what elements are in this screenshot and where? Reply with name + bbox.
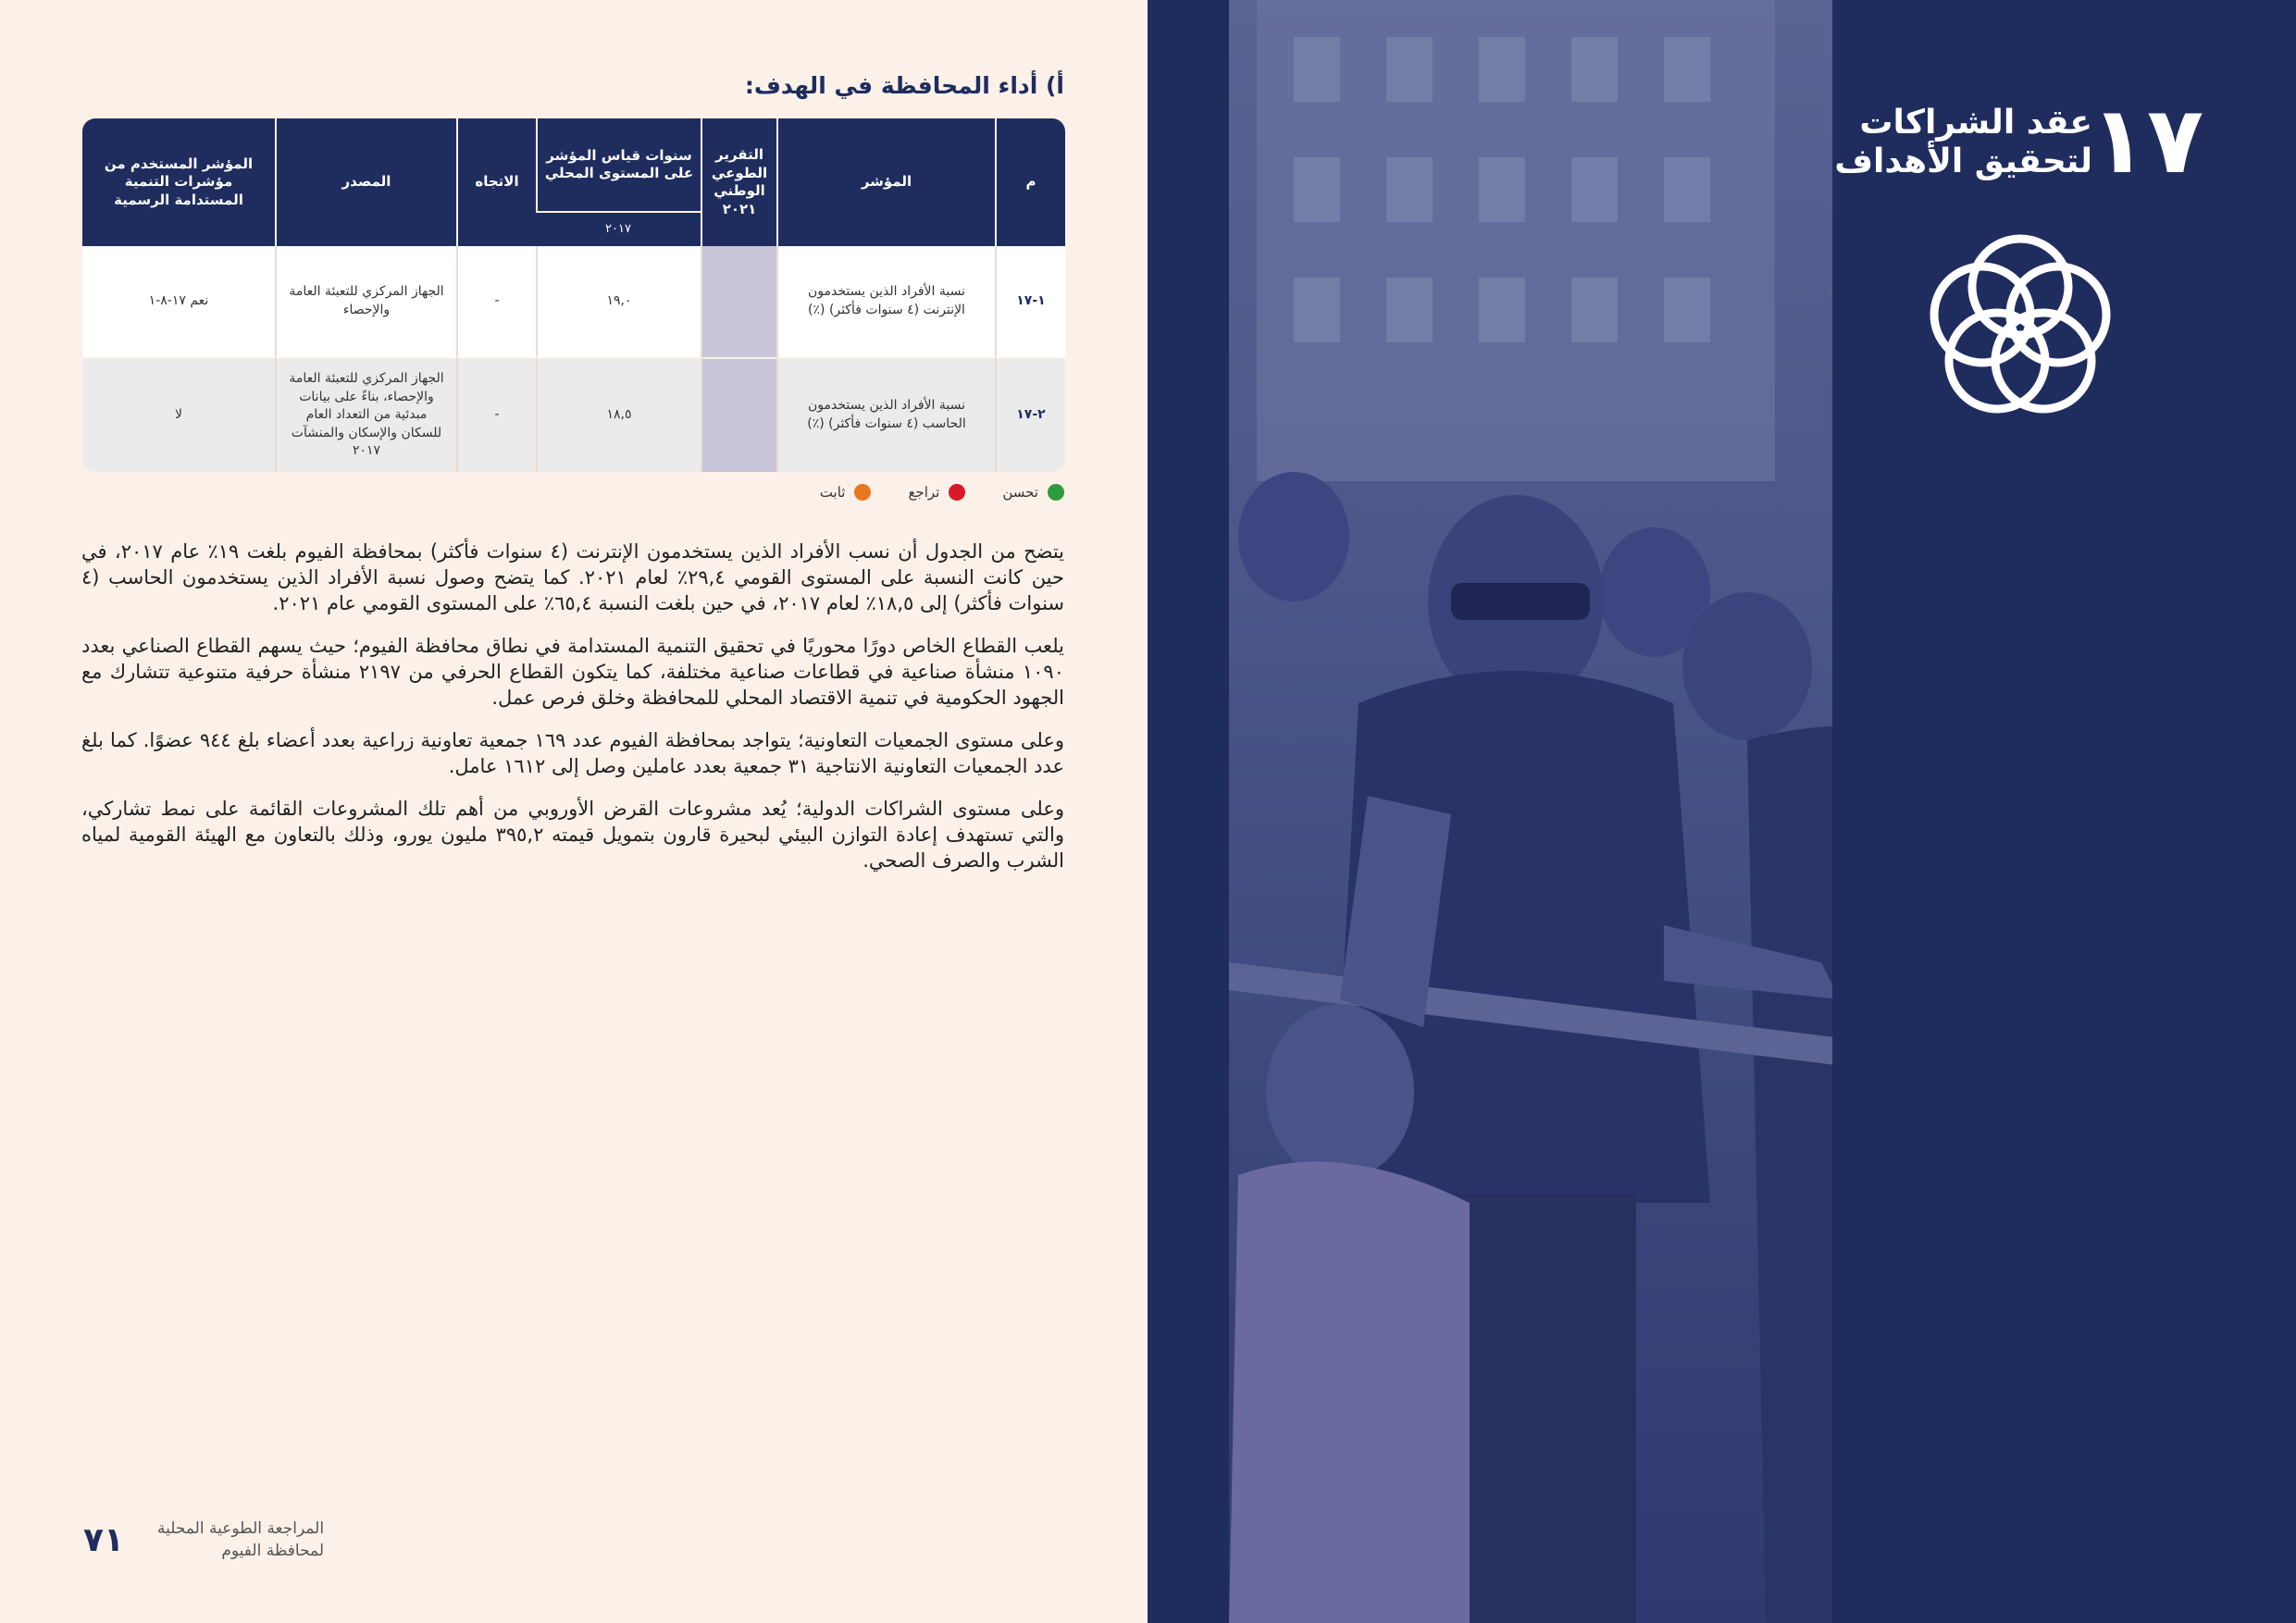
interlocking-rings-icon (1923, 229, 2117, 424)
footer-line-2: لمحافظة الفيوم (221, 1542, 325, 1560)
cell-official: نعم ١٧-٨-١ (82, 246, 275, 357)
paragraph: وعلى مستوى الشراكات الدولية؛ يُعد مشروعات القرض الأوروبي من أهم تلك المشروعات القائمة على نمط تشاركي، والتي تستهدف إعادة التوازن البيئي لبحيرة قارون بتمويل قيمته ٣٩٥,٢ مليون يورو، وذلك بالتعاون مع الهيئة القومية لمياه الشرب والصرف الصحي. (81, 798, 1064, 872)
legend-label: ثابت (819, 484, 846, 501)
cell-indicator: نسبة الأفراد الذين يستخدمون الإنترنت (٤ سنوات فأكثر) (٪) (776, 246, 995, 357)
section-title: أ) أداء المحافظة في الهدف: (744, 72, 1064, 99)
cell-direction: - (456, 246, 536, 357)
header-year-2017: ٢٠١٧ (536, 211, 701, 246)
header-indicator: المؤشر (776, 118, 995, 246)
cell-source: الجهاز المركزي للتعبئة العامة والإحصاء، بناءً على بيانات مبدئية من التعداد العام للسكان والإسكان والمنشآت ٢٠١٧ (275, 357, 456, 472)
legend-item-improve (1002, 484, 1064, 501)
cell-report (701, 357, 776, 472)
goal-number: ١٧ (2090, 86, 2203, 194)
orange-dot-icon (854, 484, 871, 501)
cell-source: الجهاز المركزي للتعبئة العامة والإحصاء (275, 246, 456, 357)
cell-direction: - (456, 357, 536, 472)
cell-value: ١٨,٥ (536, 357, 701, 472)
goal-title (1778, 104, 2092, 181)
paragraph: يلعب القطاع الخاص دورًا محوريًا في تحقيق التنمية المستدامة في نطاق محافظة الفيوم؛ حيث يسهم القطاع الصناعي بعدد ١٠٩٠ منشأة صناعية في قطاعات صناعية مختلفة، كما يتكون القطاع الحرفي من ٢١٩٧ منشأة حرفية متنوعية تتشارك مع الجهود الحكومية في تنمية الاقتصاد المحلي للمحافظة وخلق فرص عمل. (81, 635, 1064, 709)
header-source: المصدر (275, 118, 456, 246)
paragraph: وعلى مستوى الجمعيات التعاونية؛ يتواجد بمحافظة الفيوم عدد ١٦٩ جمعية تعاونية زراعية بعدد أعضاء بلغ ٩٤٤ عضوًا. كما بلغ عدد الجمعيات التعاونية الانتاجية ٣١ جمعية بعدد عاملين وصل إلى ١٦١٢ عامل. (81, 729, 1065, 777)
green-dot-icon (1048, 484, 1064, 501)
legend-label: تراجع (908, 484, 940, 501)
cell-report (701, 246, 776, 357)
paragraph: يتضح من الجدول أن نسب الأفراد الذين يستخدمون الإنترنت (٤ سنوات فأكثر) بمحافظة الفيوم بلغت ١٩٪ عام ٢٠١٧، في حين كانت النسبة على المستوى القومي ٢٩,٤٪ لعام ٢٠٢١. كما يتضح وصول نسبة الأفراد الذين يستخدمون الحاسب (٤ سنوات فأكثر) إلى ١٨,٥٪ لعام ٢٠١٧، في حين بلغت النسبة ٦٥,٤٪ على المستوى القومي عام ٢٠٢١. (81, 540, 1065, 614)
footer-text (157, 1518, 324, 1562)
indicators-table-wrap (82, 118, 1065, 472)
legend-label: تحسن (1002, 484, 1038, 501)
header-m: م (995, 118, 1065, 246)
cell-m: ١-١٧ (995, 246, 1065, 357)
header-direction: الاتجاه (456, 118, 536, 246)
red-dot-icon (949, 484, 965, 501)
body-text (81, 539, 1064, 890)
footer-line-1: المراجعة الطوعية المحلية (157, 1519, 325, 1538)
indicators-table (82, 118, 1065, 472)
goal-title-line-1: عقد الشراكات (1859, 104, 2092, 142)
right-page (1148, 0, 2296, 1623)
cell-value: ١٩,٠ (536, 246, 701, 357)
goal-title-line-2: لتحقيق الأهداف (1834, 142, 2092, 180)
legend-item-stable (820, 484, 872, 501)
cell-official: لا (82, 357, 275, 472)
header-report: التقرير الطوعي الوطني ٢٠٢١ (701, 118, 776, 246)
header-years: سنوات قياس المؤشر على المستوى المحلي (536, 118, 701, 211)
page-number: ٧١ (83, 1521, 124, 1559)
cell-m: ٢-١٧ (995, 357, 1065, 472)
table-row (82, 246, 1065, 357)
cell-indicator: نسبة الأفراد الذين يستخدمون الحاسب (٤ سنوات فأكثر) (٪) (776, 357, 995, 472)
table-row (82, 357, 1065, 472)
header-official: المؤشر المستخدم من مؤشرات التنمية المستدامة الرسمية (82, 118, 275, 246)
legend-item-decline (908, 484, 965, 501)
legend (820, 484, 1064, 501)
